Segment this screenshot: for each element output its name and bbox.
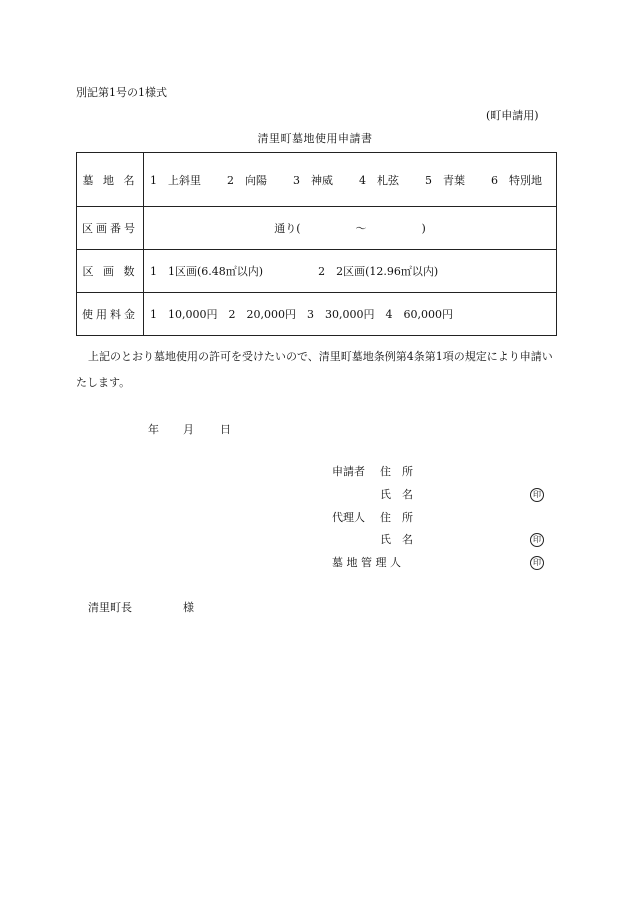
cemetery-name-label: 墓 地 名	[77, 153, 144, 207]
honorific: 様	[183, 601, 194, 614]
table-row	[77, 153, 557, 207]
agent-label: 代理人	[332, 511, 365, 524]
date-month[interactable]: 月	[183, 423, 194, 436]
cemetery-option[interactable]: 3 神威	[293, 173, 333, 187]
table-row	[77, 293, 557, 336]
usage-fee-options[interactable]: 1 10,000円 2 20,000円 3 30,000円 4 60,000円	[144, 293, 557, 336]
applicant-label: 申請者	[332, 465, 365, 478]
table-row	[77, 250, 557, 293]
usage-fee-label: 使用料金	[77, 293, 144, 336]
cemetery-option[interactable]: 2 向陽	[227, 173, 267, 187]
form-number-label: 別記第1号の1様式	[76, 86, 167, 99]
cemetery-option[interactable]: 4 札弦	[359, 173, 399, 187]
addressee: 清里町長	[88, 601, 132, 614]
cemetery-option[interactable]: 5 青葉	[425, 173, 465, 187]
applicant-name-label[interactable]: 氏 名	[380, 488, 413, 501]
cemetery-option[interactable]: 1 上斜里	[150, 173, 201, 187]
usage-note: (町申請用)	[486, 109, 539, 122]
declaration-text: 上記のとおり墓地使用の許可を受けたいので、清里町墓地条例第4条第1項の規定により申請いたします。	[76, 350, 553, 389]
plot-number-label: 区画番号	[77, 207, 144, 250]
plot-number-field[interactable]: 通り( ～ )	[144, 207, 557, 250]
application-table	[76, 152, 557, 336]
applicant-address-label[interactable]: 住 所	[380, 465, 413, 478]
table-row	[77, 207, 557, 250]
date-day[interactable]: 日	[220, 423, 231, 436]
document-title: 清里町墓地使用申請書	[257, 132, 373, 145]
cemetery-manager-label[interactable]: 墓 地 管 理 人	[332, 556, 401, 569]
seal-icon: 印	[530, 533, 544, 547]
cemetery-name-options[interactable]	[144, 153, 557, 207]
agent-name-label[interactable]: 氏 名	[380, 533, 413, 546]
cemetery-option[interactable]: 6 特別地	[491, 173, 542, 187]
date-year[interactable]: 年	[148, 423, 159, 436]
agent-address-label[interactable]: 住 所	[380, 511, 413, 524]
seal-icon: 印	[530, 488, 544, 502]
plot-count-label: 区 画 数	[77, 250, 144, 293]
seal-icon: 印	[530, 556, 544, 570]
plot-count-options[interactable]: 1 1区画(6.48㎡以内) 2 2区画(12.96㎡以内)	[144, 250, 557, 293]
